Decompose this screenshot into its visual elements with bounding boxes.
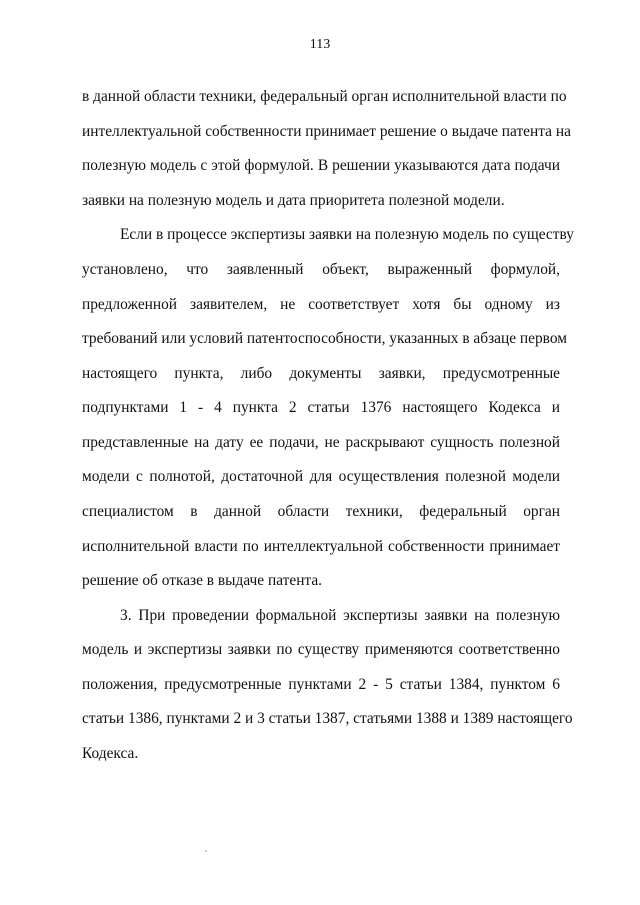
text-line: специалистом в данной области техники, федеральный орган [82, 503, 560, 520]
text-line: модель и экспертизы заявки по существу применяются соответственно [82, 641, 560, 658]
scan-speck [205, 850, 207, 852]
text-line: статьи 1386, пунктами 2 и 3 статьи 1387, статьями 1388 и 1389 настоящего [82, 710, 573, 727]
text-line: модели с полнотой, достаточной для осуществления полезной модели [82, 468, 560, 485]
page-number: 113 [309, 37, 331, 52]
text-line: полезную модель с этой формулой. В решении указываются дата подачи [82, 157, 560, 174]
text-line: предложенной заявителем, не соответствует хотя бы одному из [82, 296, 560, 313]
text-line: установлено, что заявленный объект, выраженный формулой, [82, 261, 560, 278]
text-line: интеллектуальной собственности принимает решение о выдаче патента на [82, 123, 571, 140]
text-line: заявки на полезную модель и дата приоритета полезной модели. [82, 192, 505, 209]
text-line: исполнительной власти по интеллектуальной собственности принимает [82, 538, 560, 555]
text-line: представленные на дату ее подачи, не раскрывают сущность полезной [82, 434, 560, 451]
text-line: решение об отказе в выдаче патента. [82, 572, 323, 589]
text-line: подпунктами 1 - 4 пункта 2 статьи 1376 настоящего Кодекса и [82, 399, 560, 416]
text-line: положения, предусмотренные пунктами 2 - 5 статьи 1384, пунктом 6 [82, 676, 560, 693]
text-line: Кодекса. [82, 745, 139, 762]
text-line: требований или условий патентоспособности, указанных в абзаце первом [82, 330, 567, 347]
text-line: Если в процессе экспертизы заявки на полезную модель по существу [120, 226, 574, 243]
text-line: 3. При проведении формальной экспертизы заявки на полезную [120, 607, 560, 624]
text-line: настоящего пункта, либо документы заявки, предусмотренные [82, 365, 560, 382]
text-line: в данной области техники, федеральный орган исполнительной власти по [82, 88, 567, 105]
